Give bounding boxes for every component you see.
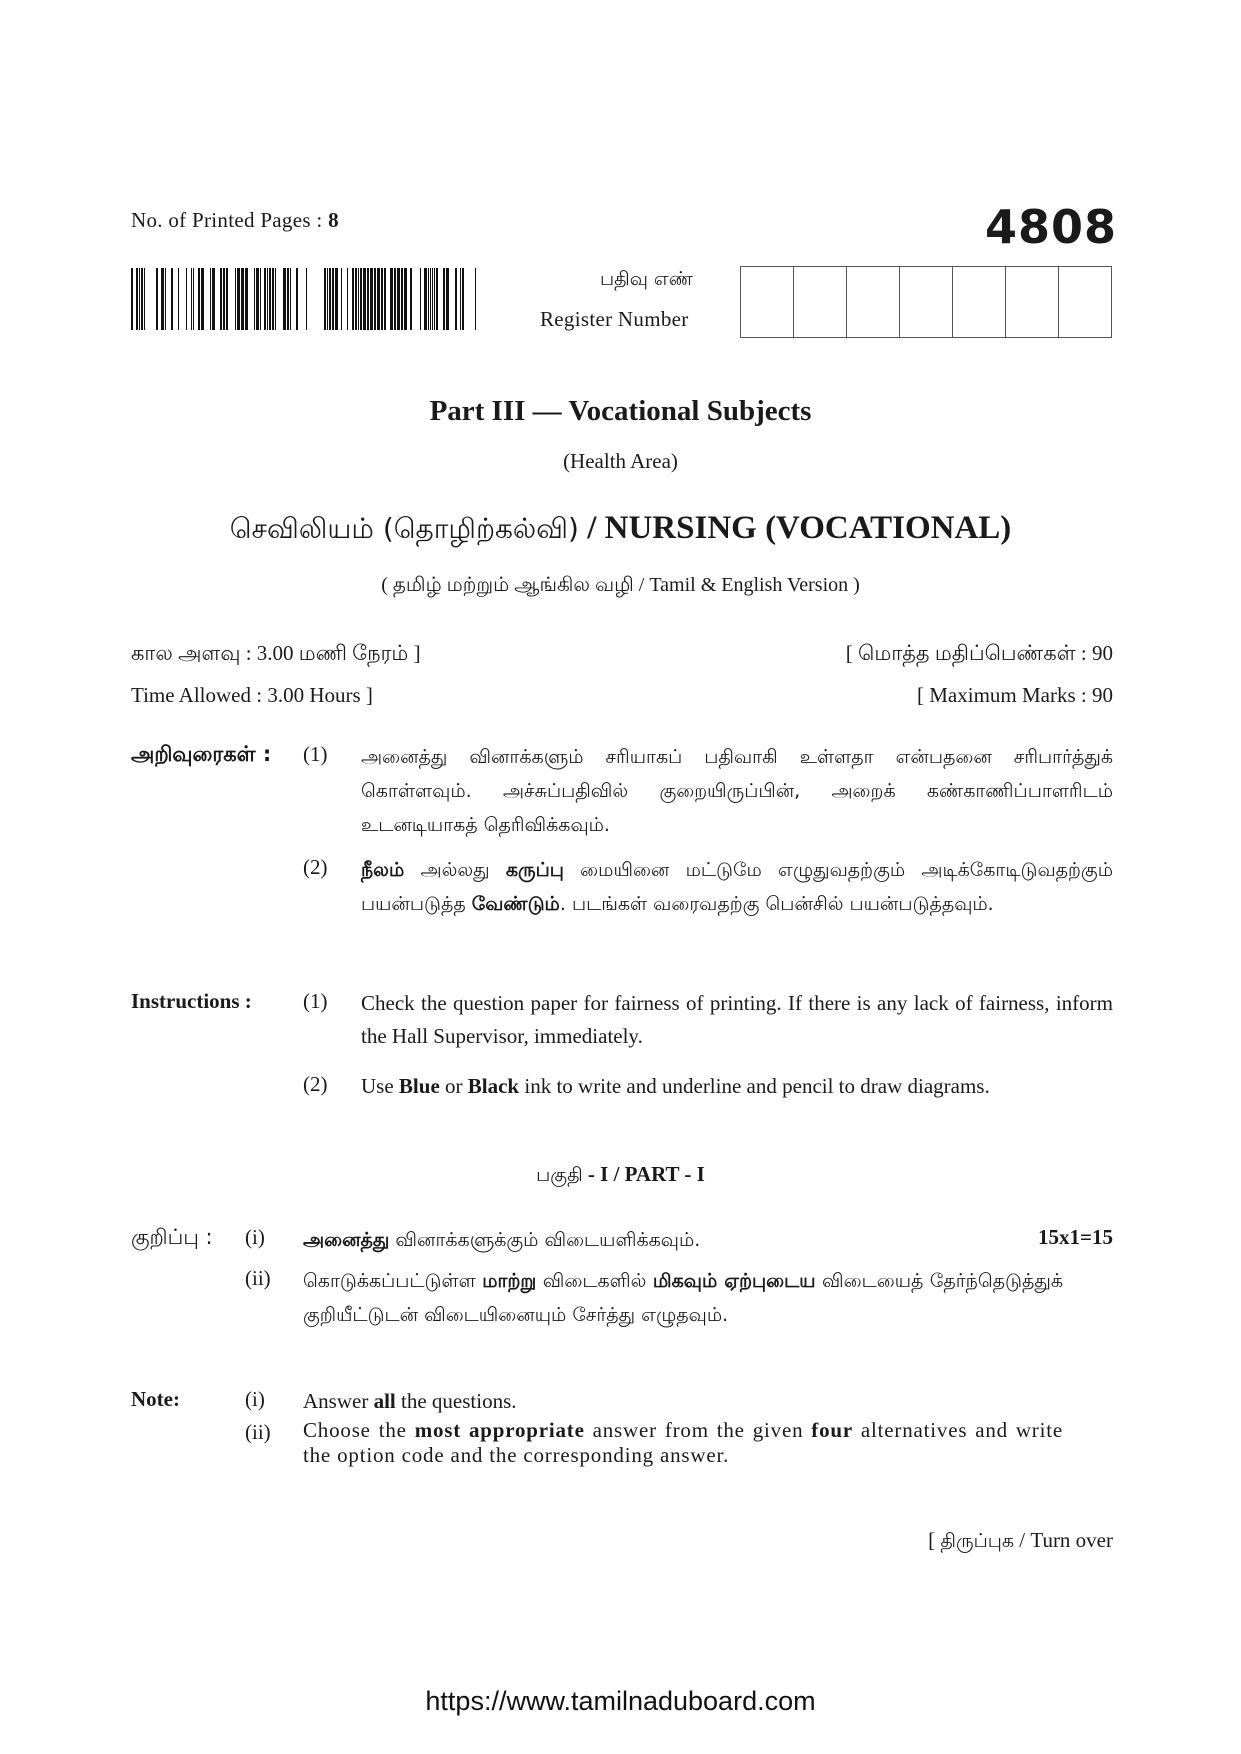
note-fragment: alternatives and write the option code and the corresponding answer.: [303, 1418, 1063, 1467]
instruction-fragment: ink to write and underline and pencil to draw diagrams.: [519, 1074, 990, 1098]
register-digit-box[interactable]: [794, 267, 847, 337]
note-fragment: answer from the given: [584, 1418, 812, 1442]
note-all-tamil: அனைத்து: [303, 1229, 390, 1251]
instruction-text-english: [361, 1070, 1113, 1103]
barcode-bar: [420, 268, 421, 330]
turn-over: [928, 1528, 1113, 1555]
note-fragment: Choose the: [303, 1418, 415, 1442]
barcode-bar: [397, 268, 400, 330]
note-number: (ii): [245, 1266, 271, 1290]
printed-pages-value: 8: [328, 208, 339, 232]
barcode-bar: [178, 268, 179, 330]
barcode-bar: [352, 268, 354, 330]
barcode-bar: [367, 268, 369, 330]
barcode-bar: [347, 268, 348, 330]
note-four: four: [811, 1418, 853, 1442]
time-allowed-tamil: கால அளவு : 3.00 மணி நேரம் ]: [131, 641, 421, 665]
barcode-bar: [171, 268, 173, 330]
barcode-bar: [235, 268, 236, 330]
barcode-bar: [327, 268, 328, 330]
note-label-english: Note:: [131, 1387, 180, 1411]
barcode-bar: [436, 268, 438, 330]
barcode-bar: [220, 268, 222, 330]
register-label-english: Register Number: [540, 307, 689, 331]
barcode-bar: [272, 268, 274, 330]
barcode-bar: [355, 268, 357, 330]
barcode-bar: [475, 268, 476, 330]
barcode-bar: [324, 268, 326, 330]
barcode-bar: [390, 268, 393, 330]
instruction-fragment: Use: [361, 1074, 399, 1098]
note-fragment: வினாக்களுக்கும் விடையளிக்கவும்.: [389, 1229, 701, 1251]
note-text-english: [303, 1418, 1063, 1468]
barcode-bar: [264, 268, 266, 330]
barcode-bar: [358, 268, 359, 330]
barcode-bar: [410, 268, 412, 330]
ink-blue: Blue: [398, 1074, 440, 1098]
barcode-bar: [198, 268, 200, 330]
instruction-fragment: or: [439, 1074, 468, 1098]
register-digit-box[interactable]: [953, 267, 1006, 337]
barcode-bar: [260, 268, 261, 330]
register-digit-box[interactable]: [1059, 267, 1111, 337]
turn-over-tamil: திருப்புக: [940, 1530, 1015, 1552]
subject-title: [0, 510, 1241, 549]
barcode-bar: [131, 268, 133, 330]
barcode-bar: [329, 268, 331, 330]
note-fragment: the questions.: [395, 1389, 517, 1413]
instruction-number: (2): [303, 855, 328, 879]
instruction-fragment: மையினை மட்டுமே எழுதுவதற்கும் அடிக்கோடிடுவதற்கும் பயன்படுத்த: [361, 859, 1113, 915]
ink-black-tamil: கருப்பு: [505, 859, 564, 881]
barcode-bar: [256, 268, 259, 330]
barcode-bar: [193, 268, 194, 330]
barcode-bar: [296, 268, 298, 330]
barcode-bar: [443, 268, 445, 330]
turn-over-bracket: [: [928, 1528, 941, 1552]
barcode-bar: [424, 268, 427, 330]
barcode-bar: [290, 268, 291, 330]
footer-url[interactable]: https://www.tamilnaduboard.com: [425, 1686, 816, 1716]
must-tamil: வேண்டும்: [471, 893, 560, 915]
register-digit-box[interactable]: [741, 267, 794, 337]
area-subtitle: (Health Area): [563, 449, 678, 473]
turn-over-english: / Turn over: [1014, 1528, 1113, 1552]
barcode-bar: [401, 268, 403, 330]
instruction-text-tamil: [361, 853, 1113, 921]
note-text-tamil: [303, 1223, 823, 1257]
barcode-bar: [434, 268, 435, 330]
max-marks-english: [ Maximum Marks : 90: [917, 683, 1113, 707]
barcode-bar: [237, 268, 240, 330]
note-number: (i): [245, 1387, 265, 1411]
barcode-bar: [226, 268, 228, 330]
note-text-english: [303, 1385, 1063, 1418]
part-heading-tamil: பகுதி: [536, 1164, 583, 1186]
barcode-bar: [210, 268, 211, 330]
barcode-bar: [136, 268, 138, 330]
instruction-text-tamil: அனைத்து வினாக்களும் சரியாகப் பதிவாகி உள்ளதா என்பதனை சரிபார்த்துக் கொள்ளவும். அச்சுப்பதிவில் குறையிருப்பின், அறைக் கண்காணிப்பாளரிடம் உடனடியாகத் தெரிவிக்கவும்.: [361, 746, 1113, 836]
barcode-bar: [306, 268, 307, 330]
note-most-appropriate-tamil: மிகவும் ஏற்புடைய: [652, 1270, 816, 1292]
note-most-appropriate: most appropriate: [414, 1418, 585, 1442]
instructions-label-english: Instructions :: [131, 989, 252, 1013]
note-fragment: விடைகளில்: [536, 1270, 653, 1292]
barcode-bar: [363, 268, 366, 330]
barcode-bar: [186, 268, 187, 330]
barcode-bar: [201, 268, 204, 330]
barcode-bar: [165, 268, 166, 330]
instructions-label-tamil: அறிவுரைகள் :: [131, 742, 272, 766]
barcode-bar: [283, 268, 286, 330]
paper-code: 4808: [984, 200, 1117, 254]
medium-version: ( தமிழ் மற்றும் ஆங்கில வழி / Tamil & English Version ): [381, 574, 860, 596]
part-title: Part III — Vocational Subjects: [429, 395, 812, 427]
instruction-number: (1): [303, 989, 328, 1013]
barcode-bar: [156, 268, 158, 330]
barcode-bar: [144, 268, 145, 330]
section-marks: 15x1=15: [1038, 1225, 1113, 1249]
note-fragment: விடையைத் தேர்ந்தெடுத்துக் குறியீட்டுடன் விடையினையும் சேர்த்து எழுதவும்.: [303, 1270, 1063, 1326]
ink-blue-tamil: நீலம்: [361, 859, 405, 881]
note-fragment: கொடுக்கப்பட்டுள்ள: [303, 1270, 483, 1292]
barcode-bar: [374, 268, 376, 330]
note-number: (i): [245, 1225, 265, 1249]
register-digit-box[interactable]: [847, 267, 900, 337]
barcode-bar: [245, 268, 248, 330]
barcode-bar: [377, 268, 380, 330]
barcode-bar: [430, 268, 431, 330]
note-fragment: Answer: [303, 1389, 374, 1413]
barcode-bar: [161, 268, 164, 330]
instruction-number: (1): [303, 742, 328, 766]
barcode-bar: [381, 268, 383, 330]
barcode-bar: [404, 268, 407, 330]
barcode-bar: [455, 268, 457, 330]
barcode-bar: [360, 268, 362, 330]
barcode-bar: [139, 268, 140, 330]
subject-title-english: NURSING (VOCATIONAL): [604, 510, 1012, 546]
note-number: (ii): [245, 1420, 271, 1444]
barcode-bar: [287, 268, 289, 330]
barcode-bar: [332, 268, 334, 330]
barcode-bar: [384, 268, 386, 330]
note-alternative-tamil: மாற்று: [482, 1270, 537, 1292]
barcode-bar: [370, 268, 373, 330]
barcode-bar: [275, 268, 276, 330]
barcode-bar: [241, 268, 244, 330]
barcode-bar: [223, 268, 225, 330]
barcode-bar: [341, 268, 342, 330]
barcode-bar: [267, 268, 268, 330]
barcode-bar: [432, 268, 433, 330]
barcode-bar: [254, 268, 255, 330]
instruction-fragment: . படங்கள் வரைவதற்கு பென்சில் பயன்படுத்தவும்.: [559, 893, 994, 915]
note-text-tamil: [303, 1264, 1063, 1332]
barcode-bar: [394, 268, 396, 330]
time-allowed-english: Time Allowed : 3.00 Hours ]: [131, 683, 373, 707]
printed-pages-label: No. of Printed Pages :: [131, 208, 323, 232]
instruction-text-english: Check the question paper for fairness of printing. If there is any lack of fairness, inform the Hall Supervisor, immediately.: [361, 991, 1113, 1048]
ink-black: Black: [467, 1074, 520, 1098]
subject-title-separator: /: [578, 510, 605, 546]
barcode-bar: [446, 268, 449, 330]
part-heading: [0, 1162, 1241, 1189]
barcode-bar: [191, 268, 192, 330]
barcode-bar: [212, 268, 215, 330]
instruction-fragment: அல்லது: [404, 859, 506, 881]
register-digit-box[interactable]: [900, 267, 953, 337]
barcode: [131, 268, 483, 330]
register-label-tamil: பதிவு எண்: [600, 268, 693, 290]
note-all: all: [373, 1389, 396, 1413]
max-marks-tamil: [ மொத்த மதிப்பெண்கள் : 90: [845, 641, 1113, 665]
note-label-tamil: குறிப்பு :: [131, 1225, 213, 1249]
barcode-bar: [462, 268, 464, 330]
barcode-bar: [460, 268, 461, 330]
instruction-number: (2): [303, 1072, 328, 1096]
barcode-bar: [428, 268, 429, 330]
register-number-boxes[interactable]: [740, 266, 1112, 338]
part-heading-english: - I / PART - I: [582, 1162, 705, 1186]
barcode-bar: [335, 268, 338, 330]
barcode-bar: [141, 268, 143, 330]
barcode-bar: [269, 268, 271, 330]
printed-pages: [131, 208, 339, 233]
register-digit-box[interactable]: [1006, 267, 1059, 337]
subject-title-tamil: செவிலியம் (தொழிற்கல்வி): [229, 512, 579, 545]
